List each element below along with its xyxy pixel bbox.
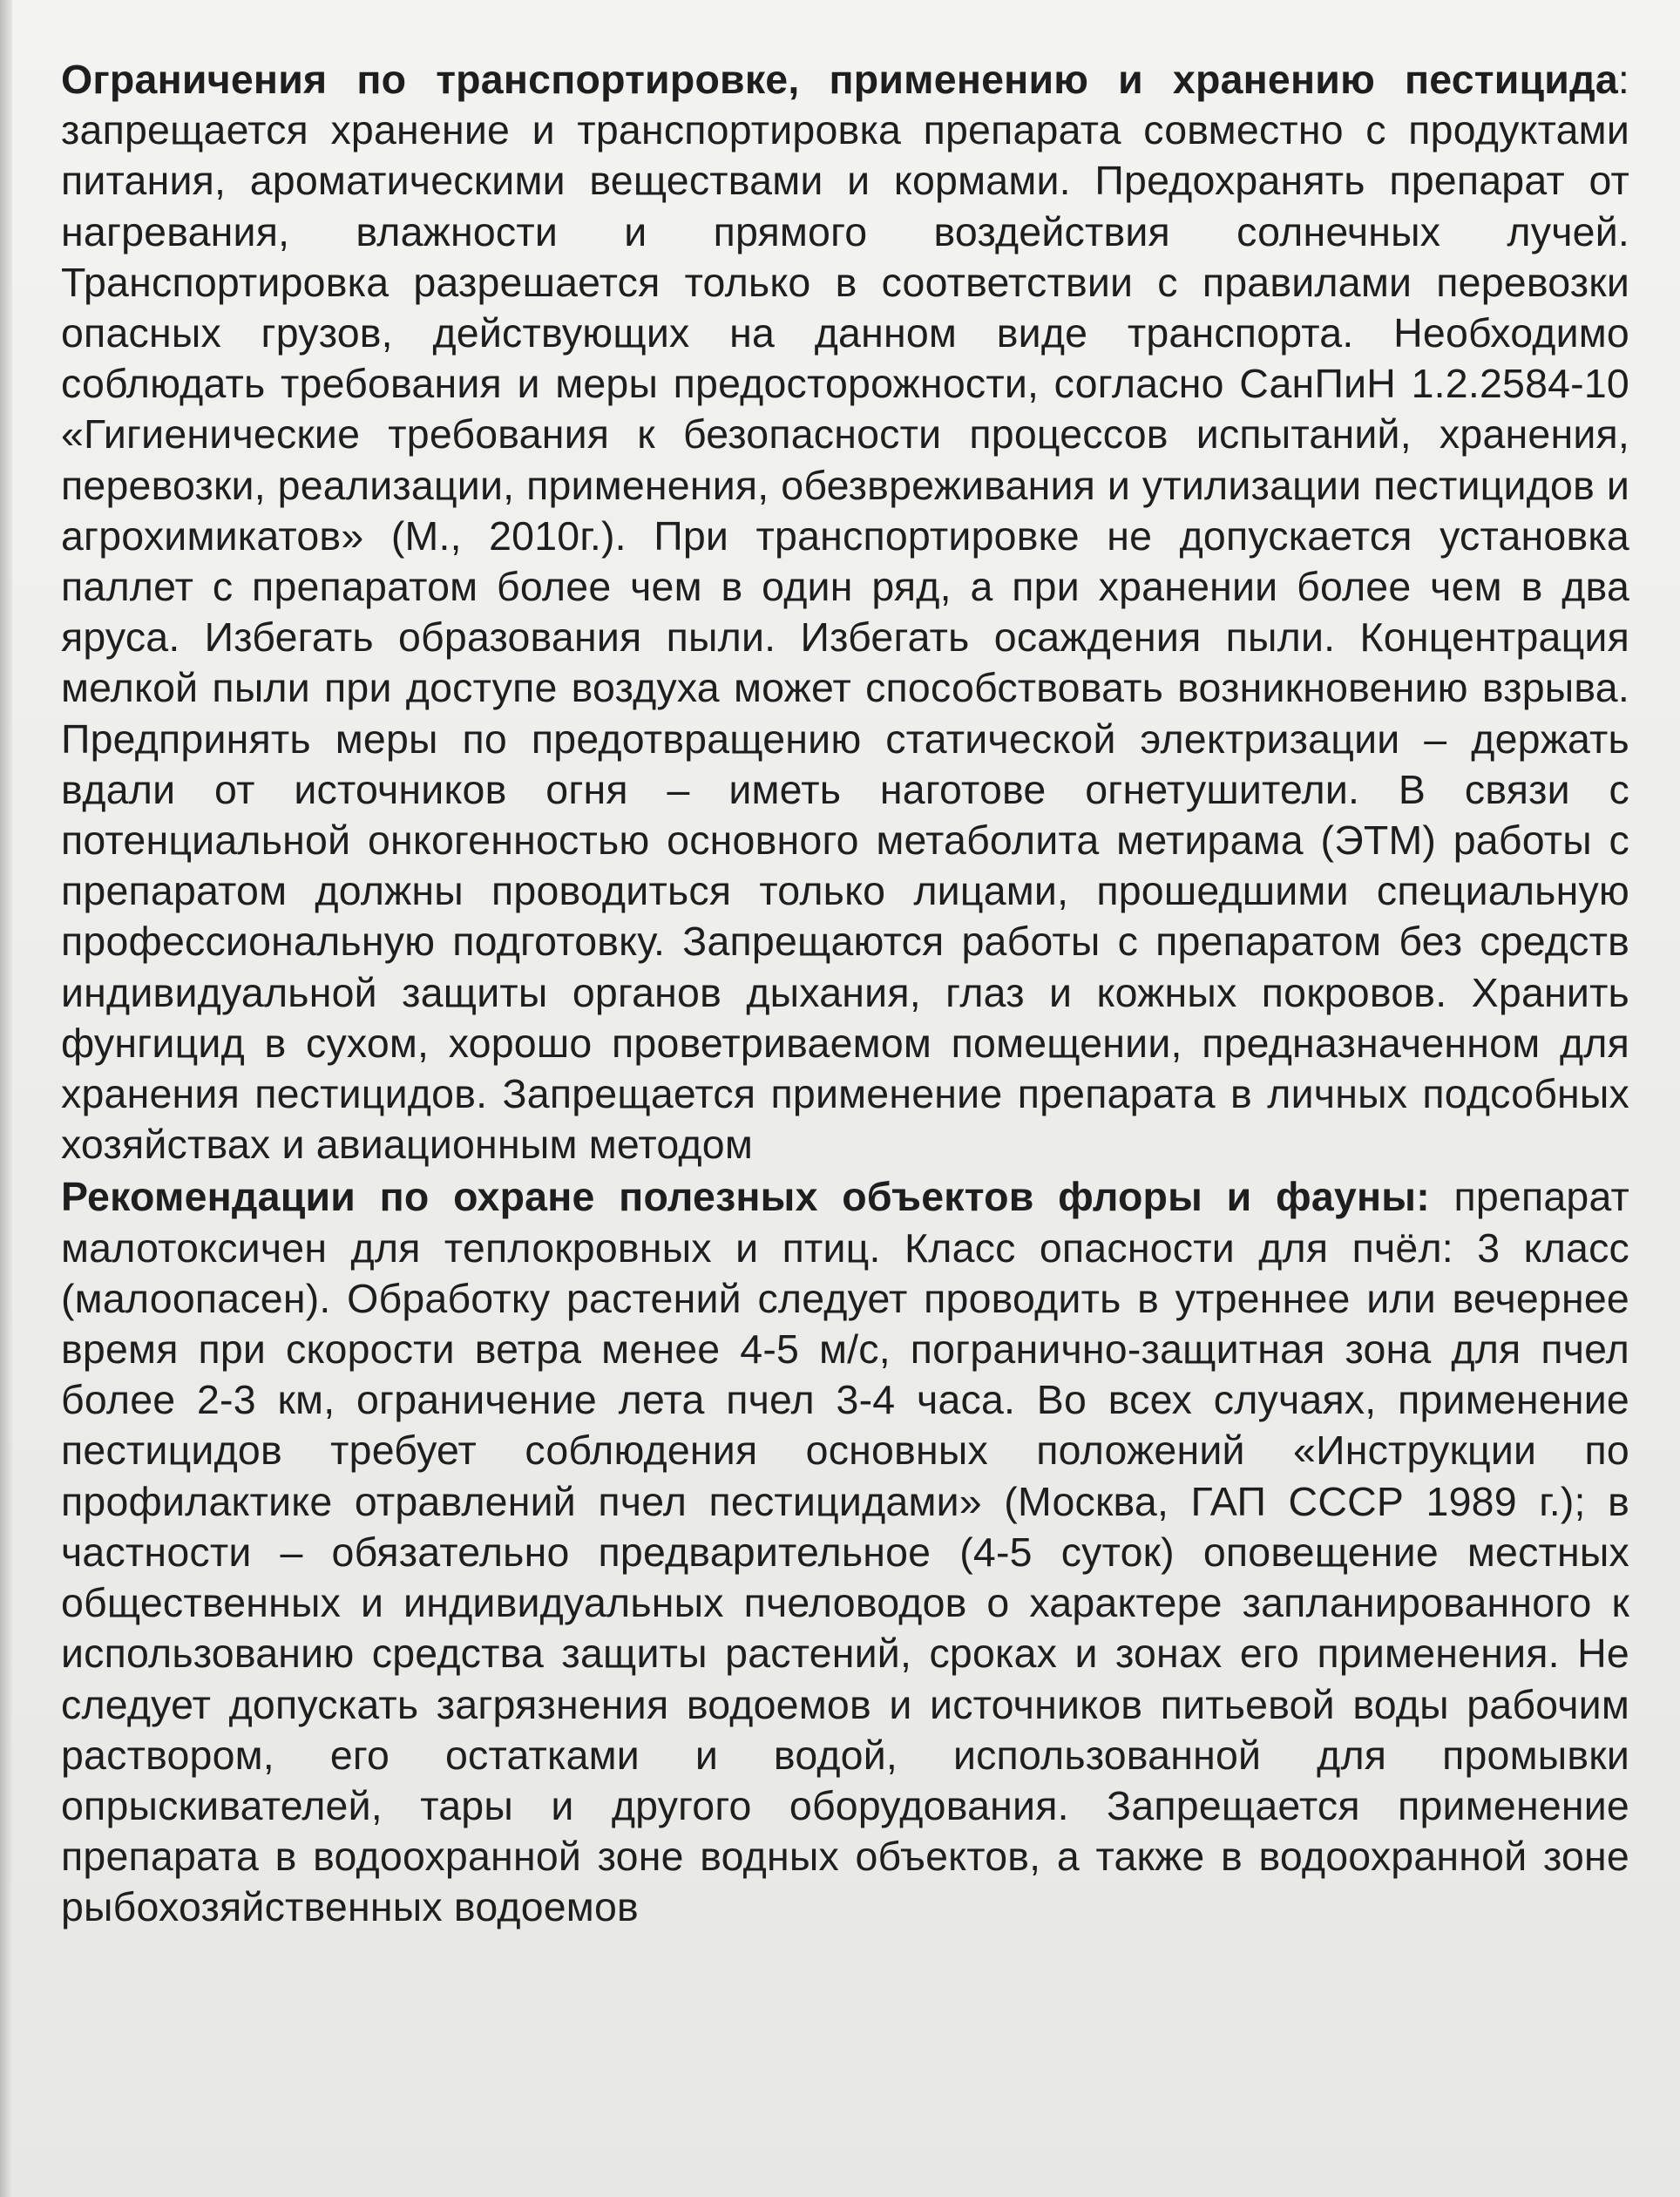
heading-separator: :: [1617, 57, 1629, 102]
heading-separator: [1430, 1174, 1454, 1219]
page-edge-shadow: [0, 0, 12, 2197]
paragraph-body: препарат малотоксичен для теплокровных и птиц. Класс опасности для пчёл: 3 класс (малоопасен). Обработку растений следует проводить в утреннее или вечернее время при скорости ветра менее 4-5 м/с, погранично-защитная зона для пчел более 2-3 км, ограничение лета пчел 3-4 часа. Во всех случаях, применение пестицидов требует соблюдения основных положений «Инструкции по профилактике отравлений пчел пестицидами» (Москва, ГАП СССР 1989 г.); в частности – обязательно предварительное (4-5 суток) оповещение местных общественных и индивидуальных пчеловодов о характере запланированного к использованию средства защиты растений, сроках и зонах его применения. Не следует допускать загрязнения водоемов и источников питьевой воды рабочим раствором, его остатками и водой, использованной для промывки опрыскивателей, тары и другого оборудования. Запрещается применение препарата в водоохранной зоне водных объектов, а также в водоохранной зоне рыбохозяйственных водоемов: [61, 1174, 1630, 1930]
paragraph-heading: Ограничения по транспортировке, применению и хранению пестицида: [61, 57, 1618, 102]
document-text: [61, 54, 1629, 1933]
paragraph-body: запрещается хранение и транспортировка препарата совместно с продуктами питания, ароматическими веществами и кормами. Предохранять препарат от нагревания, влажности и прямого воздействия солнечных лучей. Транспортировка разрешается только в соответствии с правилами перевозки опасных грузов, действующих на данном виде транспорта. Необходимо соблюдать требования и меры предосторожности, согласно СанПиН 1.2.2584-10 «Гигиенические требования к безопасности процессов испытаний, хранения, перевозки, реализации, применения, обезвреживания и утилизации пестицидов и агрохимикатов» (М., 2010г.). При транспортировке не допускается установка паллет с препаратом более чем в один ряд, а при хранении более чем в два яруса. Избегать образования пыли. Избегать осаждения пыли. Концентрация мелкой пыли при доступе воздуха может способствовать возникновению взрыва. Предпринять меры по предотвращению статической электризации – держать вдали от источников огня – иметь наготове огнетушители. В связи с потенциальной онкогенностью основного метаболита метирама (ЭТМ) работы с препаратом должны проводиться только лицами, прошедшими специальную профессиональную подготовку. Запрещаются работы с препаратом без средств индивидуальной защиты органов дыхания, глаз и кожных покровов. Хранить фунгицид в сухом, хорошо проветриваемом помещении, предназначенном для хранения пестицидов. Запрещается применение препарата в личных подсобных хозяйствах и авиационным методом: [61, 107, 1629, 1168]
paragraph-flora-fauna-protection: [61, 1171, 1629, 1932]
paragraph-heading: Рекомендации по охране полезных объектов флоры и фауны:: [61, 1174, 1430, 1220]
paragraph-transport-restrictions: [61, 54, 1629, 1170]
